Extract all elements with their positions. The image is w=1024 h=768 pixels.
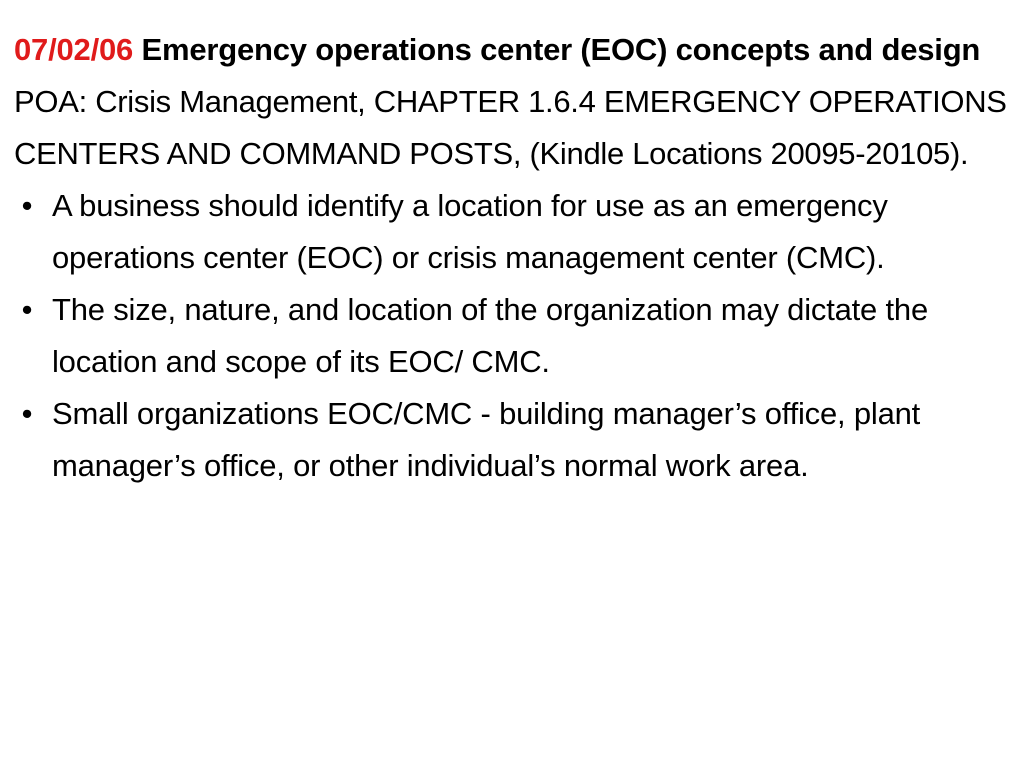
bullet-dot-icon: •	[21, 188, 33, 223]
bullet-text: Small organizations EOC/CMC - building manager’s office, plant manager’s office, or other individual’s normal work area.	[52, 396, 921, 483]
slide-title	[14, 24, 1010, 76]
bullet-dot-icon: •	[21, 396, 33, 431]
bullet-dot-icon: •	[21, 292, 33, 327]
bullet-item	[14, 180, 1010, 284]
bullet-list	[14, 180, 1010, 492]
bullet-text: The size, nature, and location of the organization may dictate the location and scope of its EOC/ CMC.	[52, 292, 929, 379]
bullet-item	[14, 284, 1010, 388]
title-text: Emergency operations center (EOC) concepts and design	[141, 32, 981, 67]
bullet-item	[14, 388, 1010, 492]
title-date: 07/02/06	[14, 32, 134, 67]
bullet-text: A business should identify a location for use as an emergency operations center (EOC) or crisis management center (CMC).	[52, 188, 888, 275]
source-citation: POA: Crisis Management, CHAPTER 1.6.4 EMERGENCY OPERATIONS CENTERS AND COMMAND POSTS, (Kindle Locations 20095-20105).	[14, 84, 1007, 171]
